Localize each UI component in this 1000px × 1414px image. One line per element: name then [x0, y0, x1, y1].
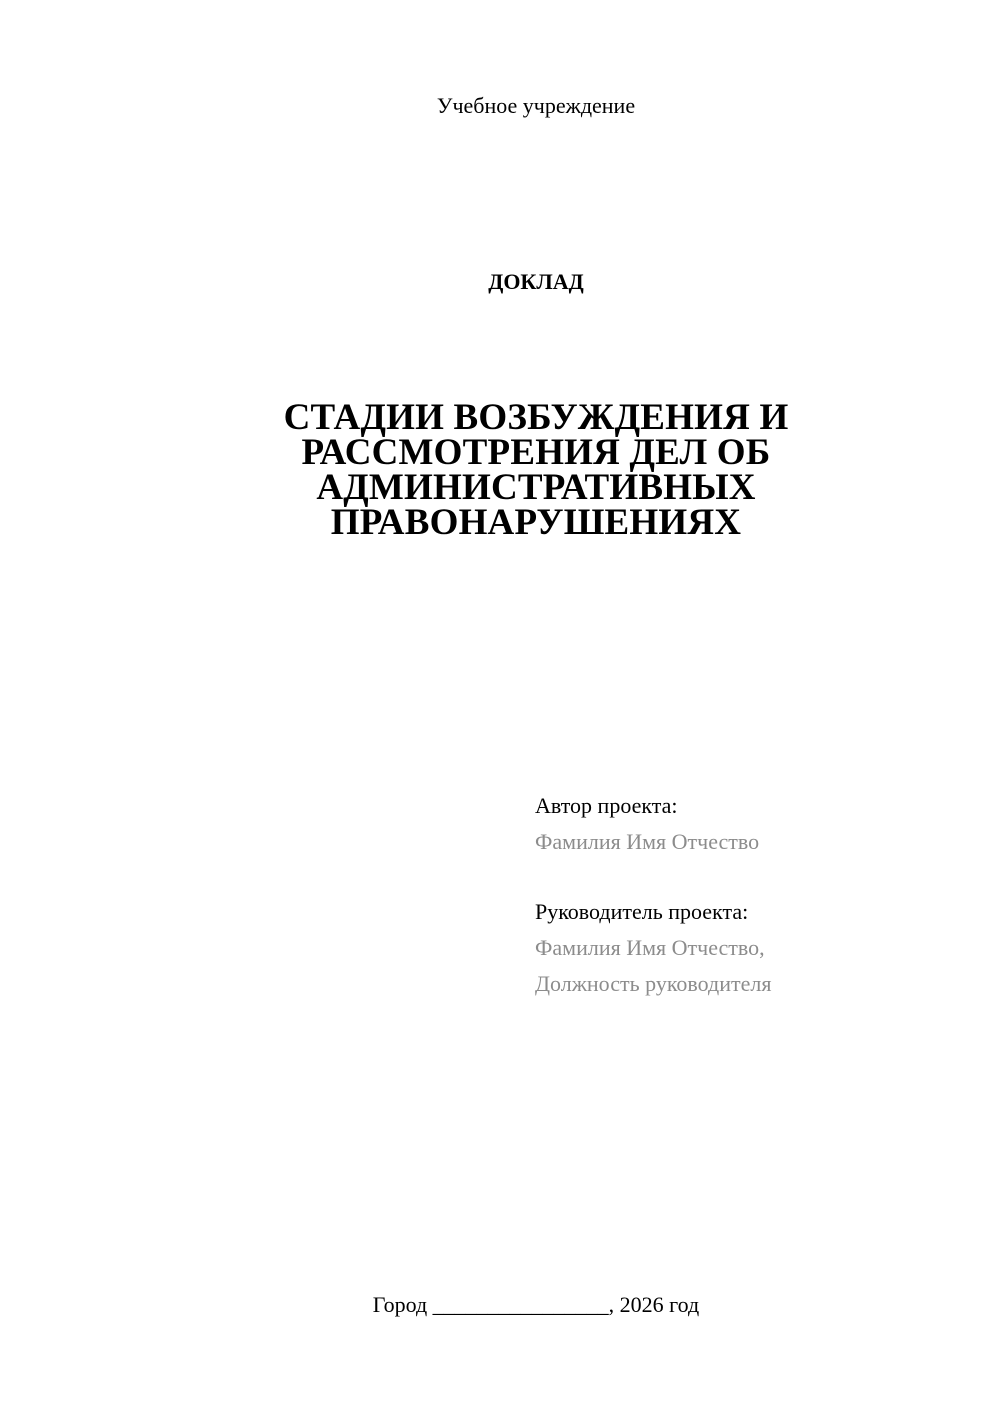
title-line: АДМИНИСТРАТИВНЫХ [316, 467, 756, 508]
document-type: ДОКЛАД [488, 269, 584, 294]
supervisor-name: Фамилия Имя Отчество, [535, 935, 765, 960]
author-name: Фамилия Имя Отчество [535, 829, 760, 854]
credits-block [535, 788, 955, 1002]
supervisor-label: Руководитель проекта: [535, 899, 749, 924]
title-line: СТАДИИ ВОЗБУЖДЕНИЯ И [283, 397, 789, 438]
title-line: ПРАВОНАРУШЕНИЯХ [330, 502, 742, 543]
city-year-line: Город ________________, 2026 год [372, 1292, 700, 1317]
author-label: Автор проекта: [535, 793, 678, 818]
supervisor-position: Должность руководителя [535, 971, 772, 996]
title-line: РАССМОТРЕНИЯ ДЕЛ ОБ [301, 432, 771, 473]
institution-name: Учебное учреждение [436, 93, 636, 118]
document-title [260, 397, 812, 543]
spacer [535, 860, 955, 894]
